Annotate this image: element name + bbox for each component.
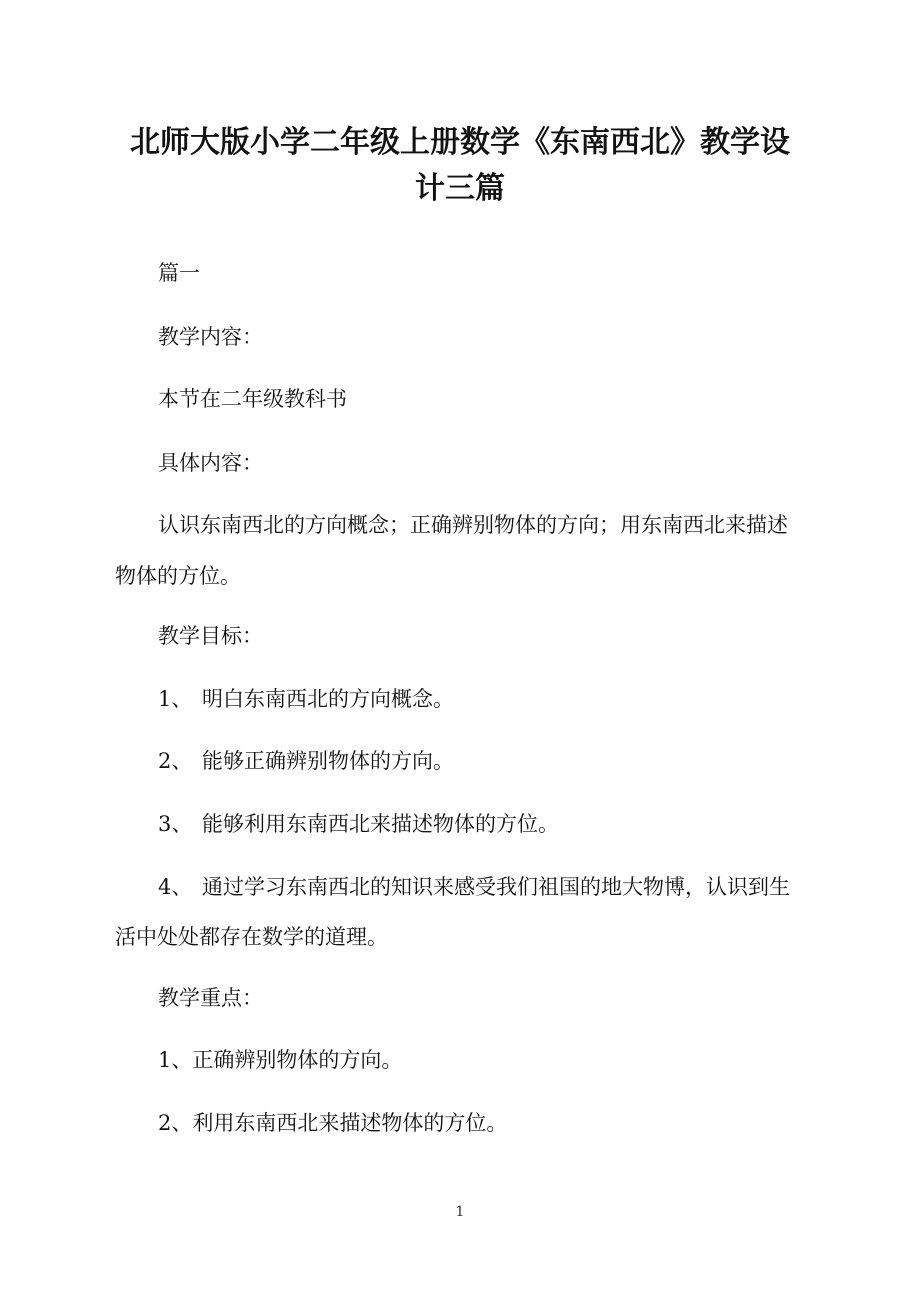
document-title-line-2: 计三篇 bbox=[415, 171, 505, 206]
section-label: 篇一 bbox=[158, 261, 200, 285]
goal-text: 能够正确辨别物体的方向。 bbox=[202, 749, 454, 773]
goal-item-3 bbox=[158, 810, 559, 838]
goal-number: 3、 bbox=[158, 812, 193, 836]
goal-text: 明白东南西北的方向概念。 bbox=[202, 687, 454, 711]
keypoint-item-2: 2、利用东南西北来描述物体的方位。 bbox=[158, 1111, 508, 1135]
goal-number: 2、 bbox=[158, 749, 193, 773]
goal-item-4 bbox=[158, 873, 790, 901]
goal-number: 1、 bbox=[158, 687, 193, 711]
detail-text-line-1: 认识东南西北的方向概念；正确辨别物体的方向；用东南西北来描述 bbox=[158, 513, 788, 537]
goal-text: 能够利用东南西北来描述物体的方位。 bbox=[202, 812, 559, 836]
page-number: 1 bbox=[455, 1204, 465, 1220]
goals-heading: 教学目标： bbox=[158, 624, 263, 648]
content-text: 本节在二年级教科书 bbox=[158, 387, 347, 411]
goal-number: 4、 bbox=[158, 875, 193, 899]
detail-heading: 具体内容： bbox=[158, 451, 263, 475]
goal-item-4-continued: 活中处处都存在数学的道理。 bbox=[115, 925, 388, 949]
detail-text-line-2: 物体的方位。 bbox=[115, 564, 241, 588]
content-heading: 教学内容： bbox=[158, 325, 263, 349]
keypoints-heading: 教学重点： bbox=[158, 986, 263, 1010]
document-title-line-1: 北师大版小学二年级上册数学《东南西北》教学设 bbox=[130, 125, 790, 160]
keypoint-item-1: 1、正确辨别物体的方向。 bbox=[158, 1048, 403, 1072]
goal-text: 通过学习东南西北的知识来感受我们祖国的地大物博，认识到生 bbox=[202, 875, 790, 899]
goal-item-2 bbox=[158, 747, 454, 775]
goal-item-1 bbox=[158, 685, 454, 713]
